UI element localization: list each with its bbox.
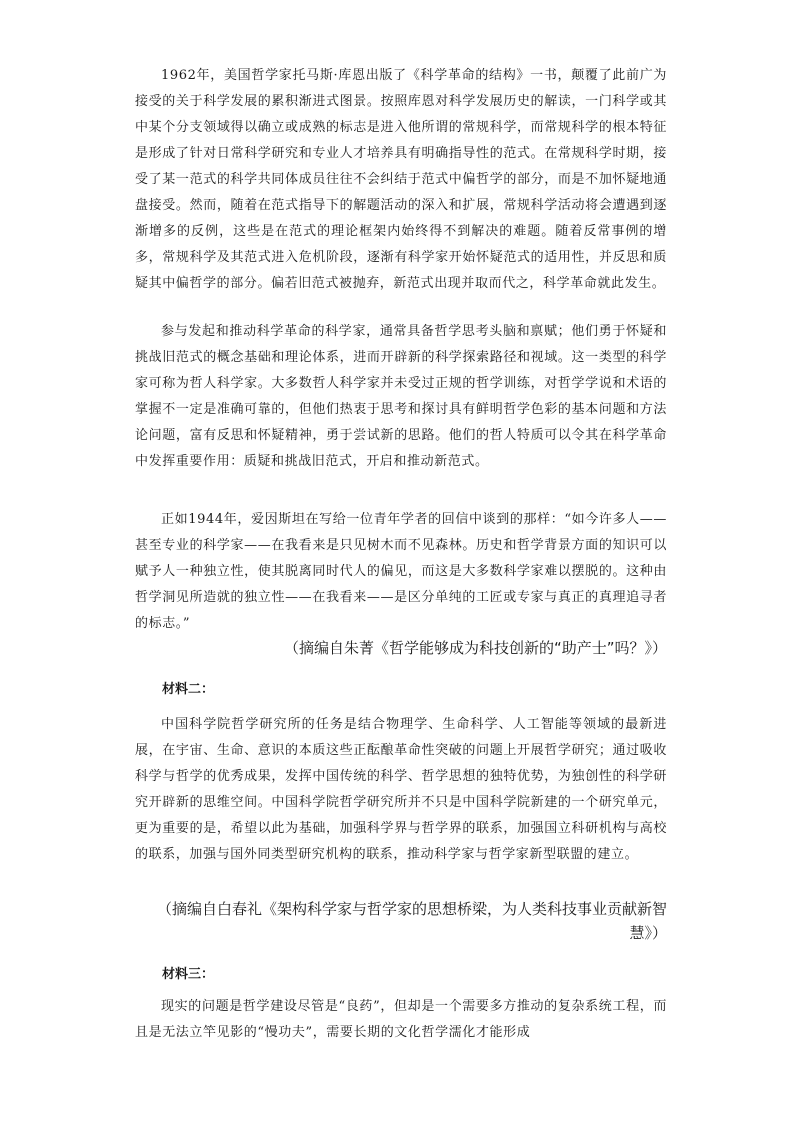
material2-source: （摘编自白春礼《架构科学家与哲学家的思想桥梁，为人类科技事业贡献新智慧》）: [156, 900, 667, 942]
material1-source: （摘编自朱菁《哲学能够成为科技创新的“助产士”吗？》）: [283, 639, 667, 657]
material1-paragraph-1: 1962年，美国哲学家托马斯·库恩出版了《科学革命的结构》一书，颠覆了此前广为接受的关于科学发展的累积渐进式图景。按照库恩对科学发展历史的解读，一门科学或其中某个分支领域得以确立或成熟的标志是进入他所谓的常规科学，而常规科学的根本特征是形成了针对日常科学研究和专业人才培养具有明确指导性的范式。在常规科学时期，接受了某一范式的科学共同体成员往往不会纠结于范式中偏哲学的部分，而是不加怀疑地通盘接受。然而，随着在范式指导下的解题活动的深入和扩展，常规科学活动将会遭遇到逐渐增多的反例，这些是在范式的理论框架内始终得不到解决的难题。随着反常事例的增多，常规科学及其范式进入危机阶段，逐渐有科学家开始怀疑范式的适用性，并反思和质疑其中偏哲学的部分。偏若旧范式被抛弃，新范式出现并取而代之，科学革命就此发生。: [135, 68, 667, 291]
material1-paragraph-3: 正如1944年，爱因斯坦在写给一位青年学者的回信中谈到的那样：“如今许多人——甚至专业的科学家——在我看来是只见树木而不见森林。历史和哲学背景方面的知识可以赋予人一种独立性，使其脱离同时代人的偏见，而这是大多数科学家难以摆脱的。这种由哲学洞见所造就的独立性——在我看来——是区分单纯的工匠或专家与真正的真理追寻者的标志。”: [135, 512, 667, 631]
material3-heading: 材料三：: [162, 967, 215, 982]
material2-paragraph-1: 中国科学院哲学研究所的任务是结合物理学、生命科学、人工智能等领域的最新进展，在宇宙、生命、意识的本质这些正酝酿革命性突破的问题上开展哲学研究；通过吸收科学与哲学的优秀成果，发挥中国传统的科学、哲学思想的独特优势，为独创性的科学研究开辟新的思维空间。中国科学院哲学研究所并不只是中国科学院新建的一个研究单元，更为重要的是，希望以此为基础，加强科学界与哲学界的联系，加强国立科研机构与高校的联系，加强与国外同类型研究机构的联系，推动科学家与哲学家新型联盟的建立。: [135, 717, 667, 862]
material1-paragraph-2: 参与发起和推动科学革命的科学家，通常具备哲学思考头脑和禀赋；他们勇于怀疑和挑战旧范式的概念基础和理论体系，进而开辟新的科学探索路径和视域。这一类型的科学家可称为哲人科学家。大多数哲人科学家并未受过正规的哲学训练，对哲学学说和术语的掌握不一定是准确可靠的，但他们热衷于思考和探讨具有鲜明哲学色彩的基本问题和方法论问题，富有反思和怀疑精神，勇于尝试新的思路。他们的哲人特质可以令其在科学革命中发挥重要作用：质疑和挑战旧范式，开启和推动新范式。: [135, 324, 667, 469]
material2-heading: 材料二：: [162, 682, 215, 697]
material3-paragraph-1: 现实的问题是哲学建设尽管是“良药”，但却是一个需要多方推动的复杂系统工程，而且是无法立竿见影的“慢功夫”，需要长期的文化哲学濡化才能形成: [135, 999, 667, 1040]
